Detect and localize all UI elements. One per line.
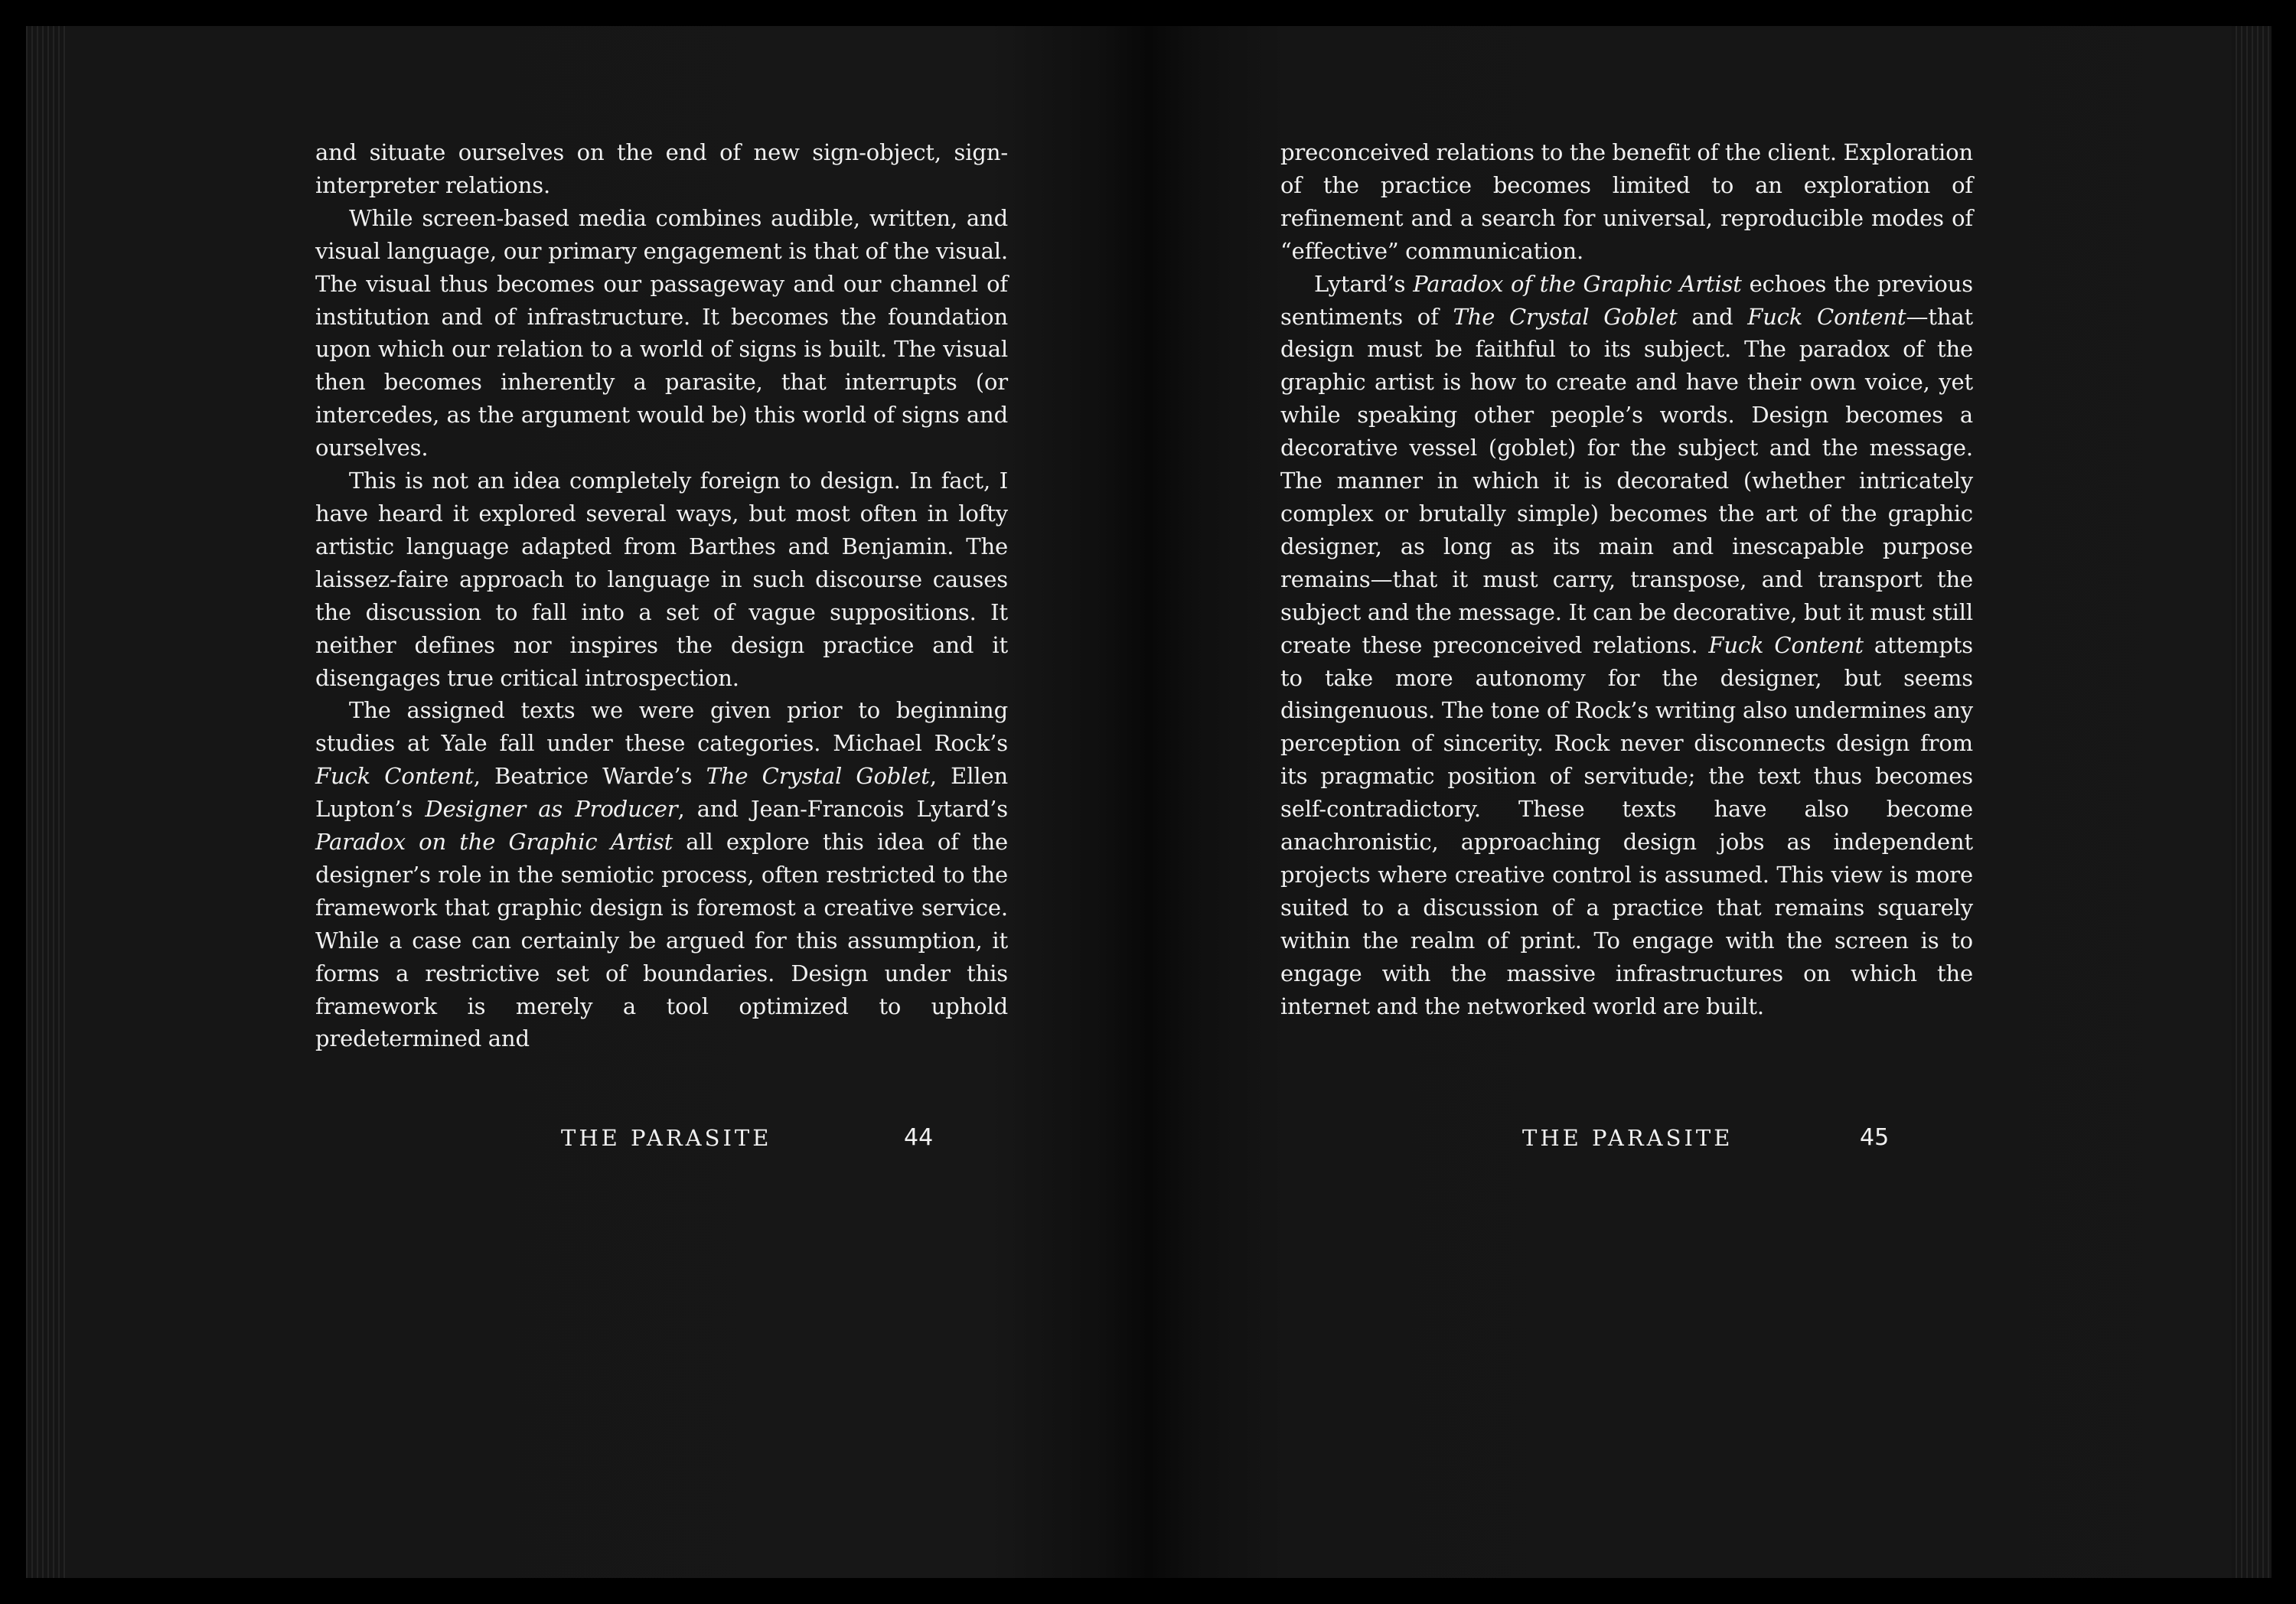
left-page-footer [26,1123,1149,1153]
italic-title: Designer as Producer [425,796,678,823]
right-page-footer [1149,1123,2272,1153]
running-title: THE PARASITE [1522,1125,1733,1151]
right-page [1149,26,2272,1578]
italic-title: Fuck Content [1708,631,1864,658]
paragraph: preconceived relations to the benefit of the client. Exploration of the practice becomes limited to an exploration of refinement and a search for universal, reproducible modes of “effective” communication. [1280,139,1973,264]
page-number: 44 [904,1124,934,1151]
running-title: THE PARASITE [561,1125,772,1151]
italic-title: The Crystal Goblet [706,763,930,790]
italic-title: Fuck Content [315,763,474,790]
left-page-body-text [315,136,1008,1055]
left-page [26,26,1149,1578]
italic-title: Fuck Content [1747,303,1906,330]
paragraph: This is not an idea completely foreign to design. In fact, I have heard it explored several ways, but most often in lofty artistic language adapted from Barthes and Benjamin. The laissez-faire approach to language in such discourse causes the discussion to fall into a set of vague suppositions. It neither defines nor inspires the design practice and it disengages true critical introspection. [315,468,1008,691]
book-spread [26,26,2272,1578]
italic-title: Paradox of the Graphic Artist [1413,270,1742,297]
paragraph: Lytard’s Paradox of the Graphic Artist echoes the previous sentiments of The Crystal Goblet and Fuck Content—that design must be faithful to its subject. The paradox of the graphic artist is how to create and have their own voice, yet while speaking other people’s words. Design becomes a decorative vessel (goblet) for the subject and the message. The manner in which it is decorated (whether intricately complex or brutally simple) becomes the art of the graphic designer, as long as its main and inescapable purpose remains—that it must carry, transpose, and transport the subject and the message. It can be decorative, but it must still create these preconceived relations. Fuck Content attempts to take more autonomy for the designer, but seems disingenuous. The tone of Rock’s writing also undermines any perception of sincerity. Rock never disconnects design from its pragmatic position of servitude; the text thus becomes self-contradictory. These texts have also become anachronistic, approaching design jobs as independent projects where creative control is assumed. This view is more suited to a discussion of a practice that remains squarely within the realm of print. To engage with the screen is to engage with the massive infrastructures on which the internet and the networked world are built. [1280,270,1974,1019]
paragraph: The assigned texts we were given prior to beginning studies at Yale fall under these categories. Michael Rock’s Fuck Content, Beatrice Warde’s The Crystal Goblet, Ellen Lupton’s Designer as Producer, and Jean-Francois Lytard’s Paradox on the Graphic Artist all explore this idea of the designer’s role in the semiotic process, often restricted to the framework that graphic design is foremost a creative service. While a case can certainly be argued for this assumption, it forms a restrictive set of boundaries. Design under this framework is merely a tool optimized to uphold predetermined and [315,697,1008,1052]
page-number: 45 [1860,1124,1890,1151]
paragraph: While screen-based media combines audible, written, and visual language, our primary engagement is that of the visual. The visual thus becomes our passageway and our channel of institution and of infrastructure. It becomes the foundation upon which our relation to a world of signs is built. The visual then becomes inherently a parasite, that interrupts (or intercedes, as the argument would be) this world of signs and ourselves. [315,204,1008,461]
right-page-body-text [1280,136,1973,1022]
italic-title: Paradox on the Graphic Artist [315,829,673,856]
italic-title: The Crystal Goblet [1453,303,1678,330]
paragraph: and situate ourselves on the end of new sign-object, sign-interpreter relations. [315,139,1008,198]
